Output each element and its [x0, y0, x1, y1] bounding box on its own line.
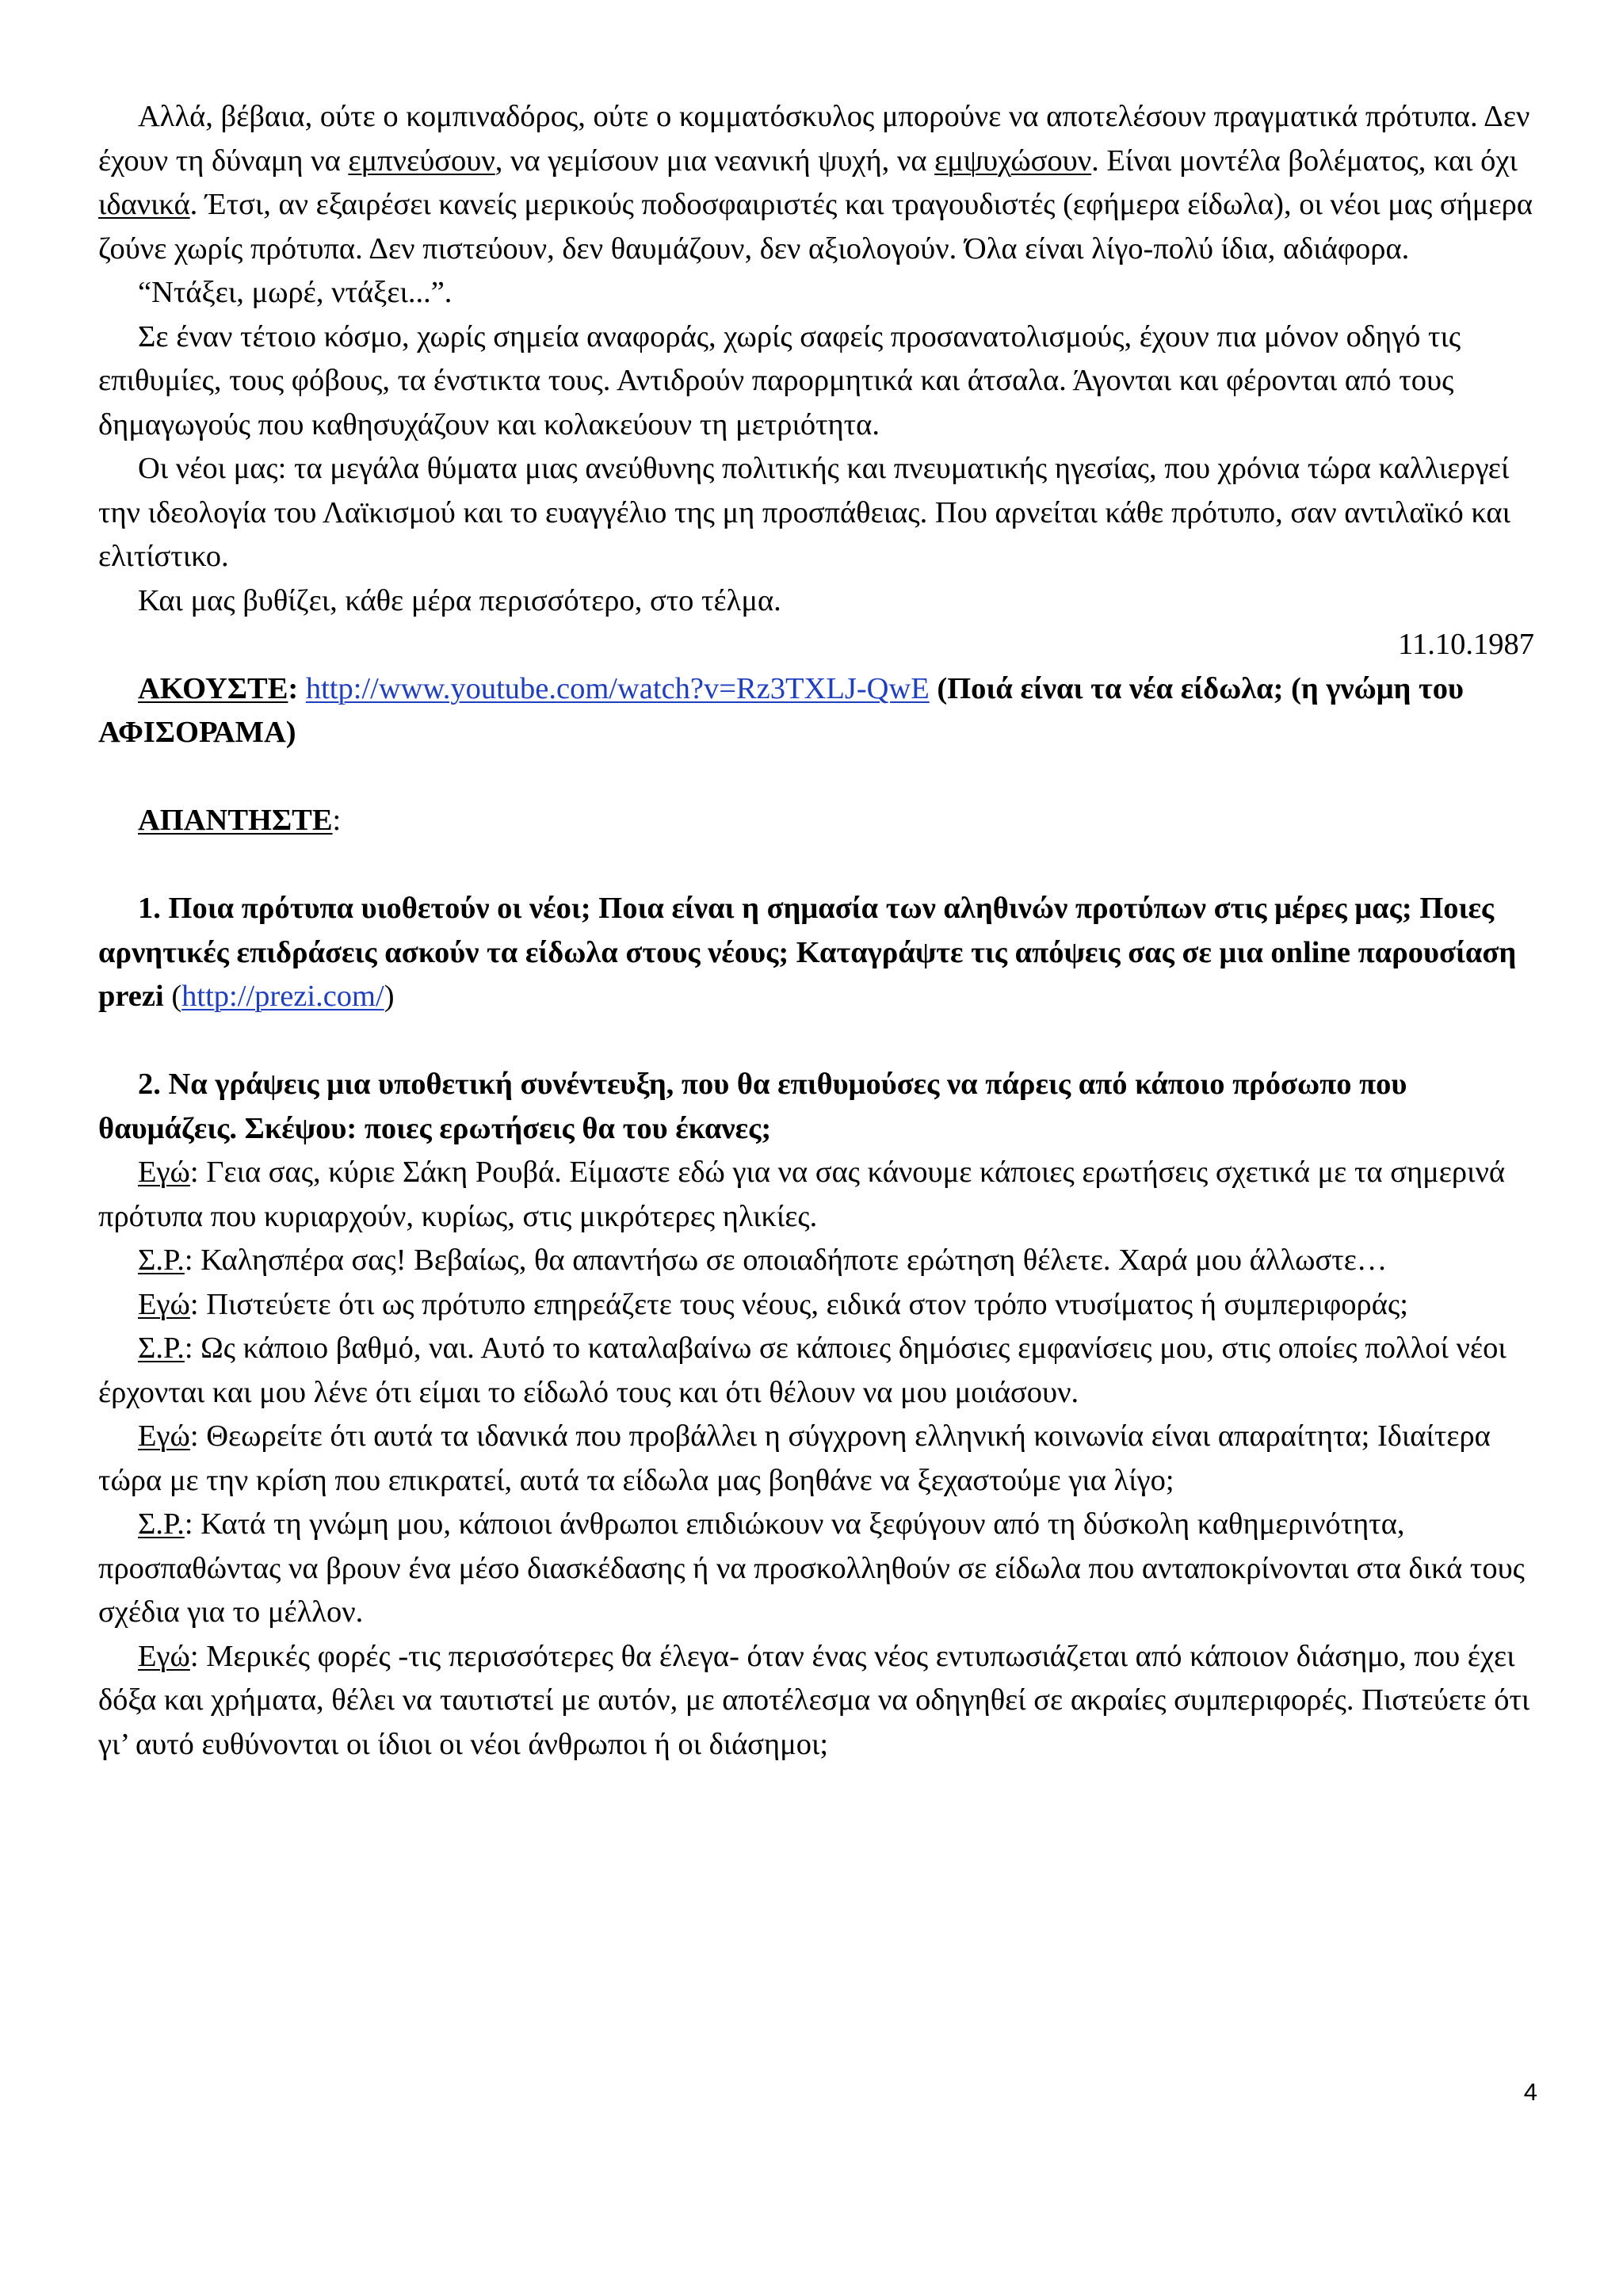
- interview-line: [98, 1327, 1534, 1415]
- essay-paragraph-4: Οι νέοι μας: τα μεγάλα θύματα μιας ανεύθυνης πολιτικής και πνευματικής ηγεσίας, που χρόνια τώρα καλλιεργεί την ιδεολογία του Λαϊκισμού και το ευαγγέλιο της μη προσπάθειας. Που αρνείται κάθε πρότυπο, σαν αντιλαϊκό και ελιτίστικο.: [98, 452, 1510, 573]
- interview-text: : Πιστεύετε ότι ως πρότυπο επηρεάζετε τους νέους, ειδικά στον τρόπο ντυσίματος ή συμπεριφοράς;: [189, 1287, 1408, 1321]
- question-1: [98, 887, 1534, 1019]
- spacer: [98, 755, 1534, 800]
- listen-caption: (Ποιά είναι τα νέα είδωλα; (η γνώμη του ΑΦΙΣΟΡΑΜΑ): [98, 671, 1465, 749]
- essay-paragraph-2: “Ντάξει, μωρέ, ντάξει...”.: [138, 276, 453, 309]
- interview-speaker: Εγώ: [138, 1639, 190, 1673]
- interview-line: [98, 1283, 1534, 1328]
- interview-text: : Καλησπέρα σας! Βεβαίως, θα απαντήσω σε οποιαδήποτε ερώτηση θέλετε. Χαρά μου άλλωστε…: [184, 1244, 1388, 1277]
- text-run: . Έτσι, αν εξαιρέσει κανείς μερικούς ποδοσφαιριστές και τραγουδιστές (εφήμερα είδωλα), οι νέοι μας σήμερα ζούνε χωρίς πρότυπα. Δεν πιστεύουν, δεν θαυμάζουν, δεν αξιολογούν. Όλα είναι λίγο-πολύ ίδια, αδιάφορα.: [98, 188, 1533, 266]
- interview-line: [98, 1635, 1534, 1767]
- interview-line: [98, 1239, 1534, 1283]
- page-number: 4: [1523, 2078, 1537, 2106]
- paren-open: (: [163, 980, 182, 1013]
- underlined-word: εμψυχώσουν: [934, 143, 1092, 178]
- interview-speaker: Εγώ: [138, 1419, 190, 1453]
- question-2-text: 2. Να γράψεις μια υποθετική συνέντευξη, που θα επιθυμούσες να πάρεις από κάποιο πρόσωπο που θαυμάζεις. Σκέψου: ποιες ερωτήσεις θα του έκανες;: [98, 1068, 1407, 1145]
- listen-section: [98, 667, 1534, 755]
- interview-speaker: Εγώ: [138, 1156, 190, 1189]
- listen-label-wrap: [138, 672, 298, 705]
- interview-speaker: Σ.Ρ.: [138, 1331, 185, 1365]
- interview-speaker: Σ.Ρ.: [138, 1507, 185, 1541]
- interview-text: : Ως κάποιο βαθμό, ναι. Αυτό το καταλαβαίνω σε κάποιες δημόσιες εμφανίσεις μου, στις οποίες πολλοί νέοι έρχονται και μου λένε ότι είμαι το είδωλό τους και ότι θέλουν να μου μοιάσουν.: [98, 1331, 1507, 1409]
- interview-line: [98, 1503, 1534, 1635]
- prezi-link[interactable]: http://prezi.com/: [181, 980, 384, 1013]
- interview-text: : Μερικές φορές -τις περισσότερες θα έλεγα- όταν ένας νέος εντυπωσιάζεται από κάποιον διάσημο, που έχει δόξα και χρήματα, θέλει να ταυτιστεί με αυτόν, με αποτέλεσμα να οδηγηθεί σε ακραίες συμπεριφορές. Πιστεύετε ότι γι’ αυτό ευθύνονται οι ίδιοι οι νέοι άνθρωποι ή οι διάσημοι;: [98, 1639, 1530, 1761]
- question-2: [98, 1063, 1534, 1151]
- text-run: . Είναι μοντέλα βολέματος, και όχι: [1091, 143, 1518, 178]
- text-run: , να γεμίσουν μια νεανική ψυχή, να: [495, 143, 935, 178]
- interview-speaker: Εγώ: [138, 1287, 190, 1321]
- text-run: Αλλά, βέβαια, ούτε ο κομπιναδόρος, ούτε ο κομματόσκυλος μπορούνε να αποτελέσουν πραγματικά πρότυπα. Δεν έχουν τη δύναμη να: [98, 100, 1530, 178]
- underlined-word: ιδανικά: [98, 188, 190, 221]
- youtube-link[interactable]: http://www.youtube.com/watch?v=Rz3TXLJ-QwE: [305, 671, 930, 705]
- listen-label: ΑΚΟΥΣΤΕ: [138, 671, 288, 705]
- interview-text: : Θεωρείτε ότι αυτά τα ιδανικά που προβάλλει η σύγχρονη ελληνική κοινωνία είναι απαραίτητα; Ιδιαίτερα τώρα με την κρίση που επικρατεί, αυτά τα είδωλα μας βοηθάνε να ξεχαστούμε για λίγο;: [98, 1419, 1491, 1497]
- interview-line: [98, 1151, 1534, 1239]
- listen-colon: :: [288, 671, 299, 705]
- underlined-word: εμπνεύσουν: [348, 143, 495, 178]
- answer-label: ΑΠΑΝΤΗΣΤΕ: [138, 804, 333, 837]
- essay-paragraph-5: Και μας βυθίζει, κάθε μέρα περισσότερο, στο τέλμα.: [138, 583, 781, 617]
- interview-text: : Κατά τη γνώμη μου, κάποιοι άνθρωποι επιδιώκουν να ξεφύγουν από τη δύσκολη καθημερινότητα, προσπαθώντας να βρουν ένα μέσο διασκέδασης ή να προσκολληθούν σε είδωλα που ανταποκρίνονται στα δικά τους σχέδια για το μέλλον.: [98, 1507, 1525, 1629]
- essay-paragraph-3: Σε έναν τέτοιο κόσμο, χωρίς σημεία αναφοράς, χωρίς σαφείς προσανατολισμούς, έχουν πια μόνον οδηγό τις επιθυμίες, τους φόβους, τα ένστικτα τους. Αντιδρούν παρορμητικά και άτσαλα. Άγονται και φέρονται από τους δημαγωγούς που καθησυχάζουν και κολακεύουν τη μετριότητα.: [98, 319, 1461, 441]
- answer-heading: [98, 799, 1534, 843]
- interview-line: [98, 1415, 1534, 1503]
- essay-paragraph-1: [98, 95, 1534, 271]
- essay-date: 11.10.1987: [1398, 628, 1534, 661]
- answer-colon: :: [332, 804, 342, 837]
- interview-text: : Γεια σας, κύριε Σάκη Ρουβά. Είμαστε εδώ για να σας κάνουμε κάποιες ερωτήσεις σχετικά με τα σημερινά πρότυπα που κυριαρχούν, κυρίως, στις μικρότερες ηλικίες.: [98, 1156, 1506, 1233]
- interview-speaker: Σ.Ρ.: [138, 1244, 185, 1277]
- question-1-text: 1. Ποια πρότυπα υιοθετούν οι νέοι; Ποια είναι η σημασία των αληθινών προτύπων στις μέρες μας; Ποιες αρνητικές επιδράσεις ασκούν τα είδωλα στους νέους; Καταγράψτε τις απόψεις σας σε μια online παρουσίαση prezi: [98, 892, 1517, 1013]
- spacer: [98, 1019, 1534, 1064]
- spacer: [98, 843, 1534, 888]
- paren-close: ): [384, 980, 395, 1013]
